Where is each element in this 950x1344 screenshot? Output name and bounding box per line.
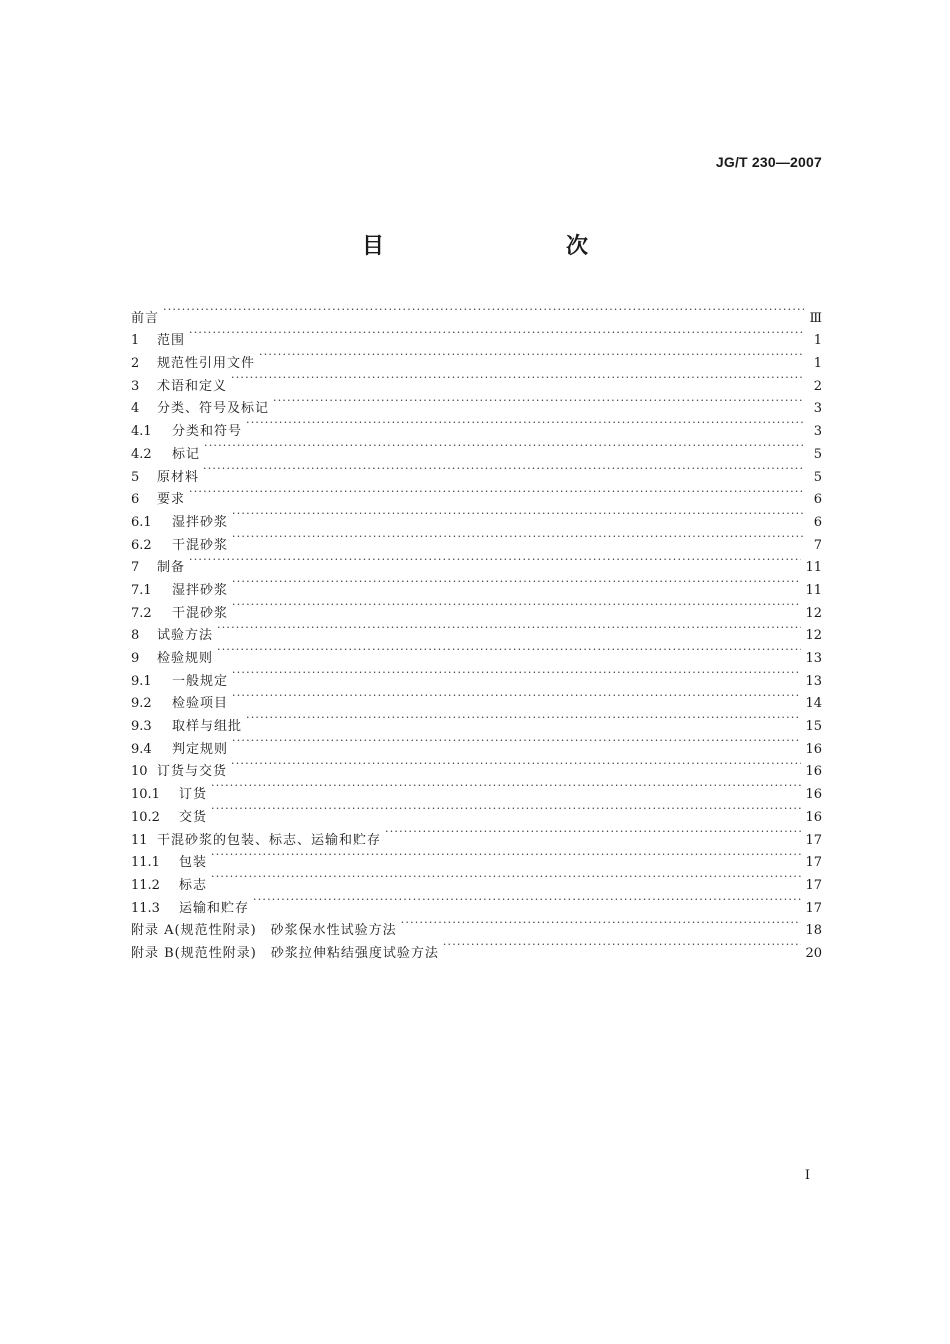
toc-dot-leader	[189, 549, 801, 572]
toc-dot-leader	[246, 707, 801, 730]
toc-entry-label: 交货	[179, 809, 208, 825]
toc-entry-page: 14	[805, 696, 822, 712]
toc-entry[interactable]	[131, 866, 822, 893]
toc-dot-leader	[259, 344, 804, 367]
toc-entry-number: 10	[131, 764, 148, 780]
toc-dot-leader	[232, 730, 801, 753]
toc-entry-label: 标志	[179, 877, 208, 893]
toc-entry-label: 湿拌砂浆	[172, 514, 229, 530]
toc-entry-label: 标记	[172, 446, 201, 462]
page-title: 目 次	[361, 234, 634, 259]
toc-entry-page: 5	[813, 446, 822, 462]
toc-dot-leader	[217, 639, 801, 662]
toc-entry-number: 11.1	[131, 855, 160, 871]
toc-entry-page: 16	[805, 787, 822, 803]
toc-dot-leader	[231, 753, 801, 776]
toc-entry-label: 前言	[131, 310, 160, 326]
toc-entry-number: 9.3	[131, 719, 152, 735]
toc-entry[interactable]	[131, 685, 822, 712]
toc-entry[interactable]	[131, 435, 822, 462]
toc-entry[interactable]	[131, 526, 822, 553]
toc-entry[interactable]	[131, 571, 822, 598]
toc-dot-leader	[232, 685, 801, 708]
toc-dot-leader	[204, 435, 804, 458]
toc-entry-number: 9	[131, 651, 140, 666]
toc-entry-number: 9.2	[131, 696, 152, 712]
toc-entry-number: 4	[131, 401, 140, 417]
toc-entry-page: 16	[805, 741, 822, 757]
toc-entry-label: 订货与交货	[157, 764, 228, 780]
toc-entry-label: 试验方法	[157, 628, 214, 644]
toc-entry-label: 湿拌砂浆	[172, 582, 229, 598]
toc-entry-label: 运输和贮存	[179, 900, 250, 916]
toc-entry-number: 6	[131, 492, 140, 508]
toc-dot-leader	[232, 526, 804, 549]
toc-entry[interactable]	[131, 617, 822, 644]
toc-entry-number: 11.2	[131, 877, 160, 893]
toc-entry-page: 2	[813, 378, 822, 394]
toc-entry-number: 3	[131, 378, 140, 394]
toc-dot-leader	[443, 934, 802, 957]
toc-dot-leader	[189, 481, 804, 504]
toc-entry-label: 检验项目	[172, 696, 229, 712]
toc-entry-page: 11	[805, 560, 822, 576]
toc-entry[interactable]	[131, 844, 822, 871]
toc-entry[interactable]	[131, 322, 822, 349]
toc-entry-number: 4.2	[131, 446, 152, 462]
toc-entry-label: 干混砂浆	[172, 605, 229, 621]
toc-entry-label: 检验规则	[157, 651, 214, 666]
toc-dot-leader	[385, 821, 801, 844]
toc-entry-label: 原材料	[157, 469, 200, 485]
toc-dot-leader	[232, 594, 801, 617]
toc-dot-leader	[232, 503, 804, 526]
toc-entry-label: 附录 A(规范性附录) 砂浆保水性试验方法	[131, 923, 397, 939]
toc-entry[interactable]	[131, 889, 822, 916]
toc-entry-page: 3	[813, 401, 822, 417]
toc-entry-number: 4.1	[131, 424, 152, 440]
toc-entry-page: 17	[805, 832, 822, 848]
toc-entry-number: 2	[131, 356, 140, 372]
toc-entry-label: 术语和定义	[157, 378, 228, 394]
toc-entry-number: 8	[131, 628, 140, 644]
toc-entry-label: 分类和符号	[172, 424, 243, 440]
page-number: I	[804, 1168, 810, 1183]
toc-entry[interactable]	[131, 344, 822, 372]
toc-entry[interactable]	[131, 775, 822, 803]
toc-dot-leader	[217, 617, 801, 640]
toc-entry-page: 6	[813, 492, 822, 508]
toc-entry-page: Ⅲ	[809, 310, 822, 326]
toc-entry-number: 7	[131, 560, 140, 576]
toc-entry-label: 取样与组批	[172, 719, 243, 735]
toc-entry-page: 11	[805, 582, 822, 598]
toc-entry-number: 10.2	[131, 809, 160, 825]
toc-entry-page: 15	[805, 719, 822, 735]
toc-entry[interactable]	[131, 639, 822, 666]
toc-entry-label: 制备	[157, 560, 186, 576]
toc-dot-leader	[163, 299, 804, 322]
toc-entry-label: 干混砂浆	[172, 537, 229, 553]
toc-dot-leader	[203, 458, 804, 481]
toc-entry-page: 12	[805, 605, 822, 621]
toc-entry[interactable]	[131, 503, 822, 530]
toc-dot-leader	[231, 367, 804, 390]
toc-entry-page: 13	[805, 673, 822, 689]
toc-dot-leader	[273, 390, 804, 413]
toc-dot-leader	[253, 889, 801, 912]
toc-entry-label: 干混砂浆的包装、标志、运输和贮存	[157, 832, 382, 848]
toc-entry-number: 6.2	[131, 537, 152, 553]
toc-entry-number: 6.1	[131, 514, 152, 530]
toc-dot-leader	[401, 912, 802, 935]
toc-entry-page: 13	[805, 651, 822, 666]
toc-dot-leader	[232, 571, 801, 594]
toc-entry[interactable]	[131, 594, 822, 621]
toc-entry-page: 3	[813, 424, 822, 440]
toc-entry-page: 1	[813, 356, 822, 372]
toc-entry[interactable]	[131, 753, 822, 780]
toc-entry[interactable]	[131, 821, 822, 848]
toc-entry-number: 11.3	[131, 900, 160, 916]
toc-dot-leader	[211, 866, 801, 889]
toc-entry-page: 7	[813, 537, 822, 553]
toc-dot-leader	[211, 844, 801, 867]
toc-entry-label: 要求	[157, 492, 186, 508]
toc-entry-label: 一般规定	[172, 673, 229, 689]
toc-entry[interactable]	[131, 549, 822, 576]
toc-entry-number: 10.1	[131, 787, 160, 803]
toc-dot-leader	[211, 775, 801, 798]
toc-entry-label: 订货	[179, 787, 208, 803]
toc-dot-leader	[246, 412, 804, 435]
toc-entry[interactable]	[131, 390, 822, 417]
toc-entry-label: 分类、符号及标记	[157, 401, 270, 417]
standard-code: JG/T 230—2007	[715, 154, 822, 170]
toc-entry-page: 5	[813, 469, 822, 485]
toc-entry[interactable]	[131, 481, 822, 508]
toc-entry-number: 11	[131, 832, 148, 848]
toc-entry[interactable]	[131, 662, 822, 689]
toc-entry-number: 7.2	[131, 605, 152, 621]
toc-entry-label: 判定规则	[172, 741, 229, 757]
toc-entry-page: 17	[805, 900, 822, 916]
toc-entry-label: 附录 B(规范性附录) 砂浆拉伸粘结强度试验方法	[131, 945, 439, 961]
toc-entry[interactable]	[131, 299, 822, 326]
toc-entry-page: 18	[805, 923, 822, 939]
toc-entry-page: 6	[813, 514, 822, 530]
toc-entry-page: 12	[805, 628, 822, 644]
toc-dot-leader	[232, 662, 801, 685]
toc-entry[interactable]	[131, 798, 822, 825]
toc-entry-page: 16	[805, 809, 822, 825]
toc-dot-leader	[189, 322, 804, 345]
toc-entry-number: 1	[131, 333, 140, 349]
toc-dot-leader	[211, 798, 801, 821]
toc-entry-page: 16	[805, 764, 822, 780]
toc-entry-page: 20	[805, 945, 822, 961]
toc-entry[interactable]	[131, 458, 822, 485]
toc-entry-label: 包装	[179, 855, 208, 871]
toc-entry-label: 规范性引用文件	[157, 356, 256, 372]
toc-entry-number: 9.1	[131, 673, 152, 689]
toc-entry-number: 5	[131, 469, 140, 485]
toc-entry[interactable]	[131, 367, 822, 394]
toc-entry-page: 17	[805, 855, 822, 871]
toc-entry-page: 1	[813, 333, 822, 349]
toc-entry-number: 9.4	[131, 741, 152, 757]
toc-entry-number: 7.1	[131, 582, 152, 598]
table-of-contents	[131, 299, 822, 961]
toc-entry-page: 17	[805, 877, 822, 893]
toc-entry-label: 范围	[157, 333, 186, 349]
toc-entry[interactable]	[131, 707, 822, 735]
toc-entry[interactable]	[131, 730, 822, 757]
